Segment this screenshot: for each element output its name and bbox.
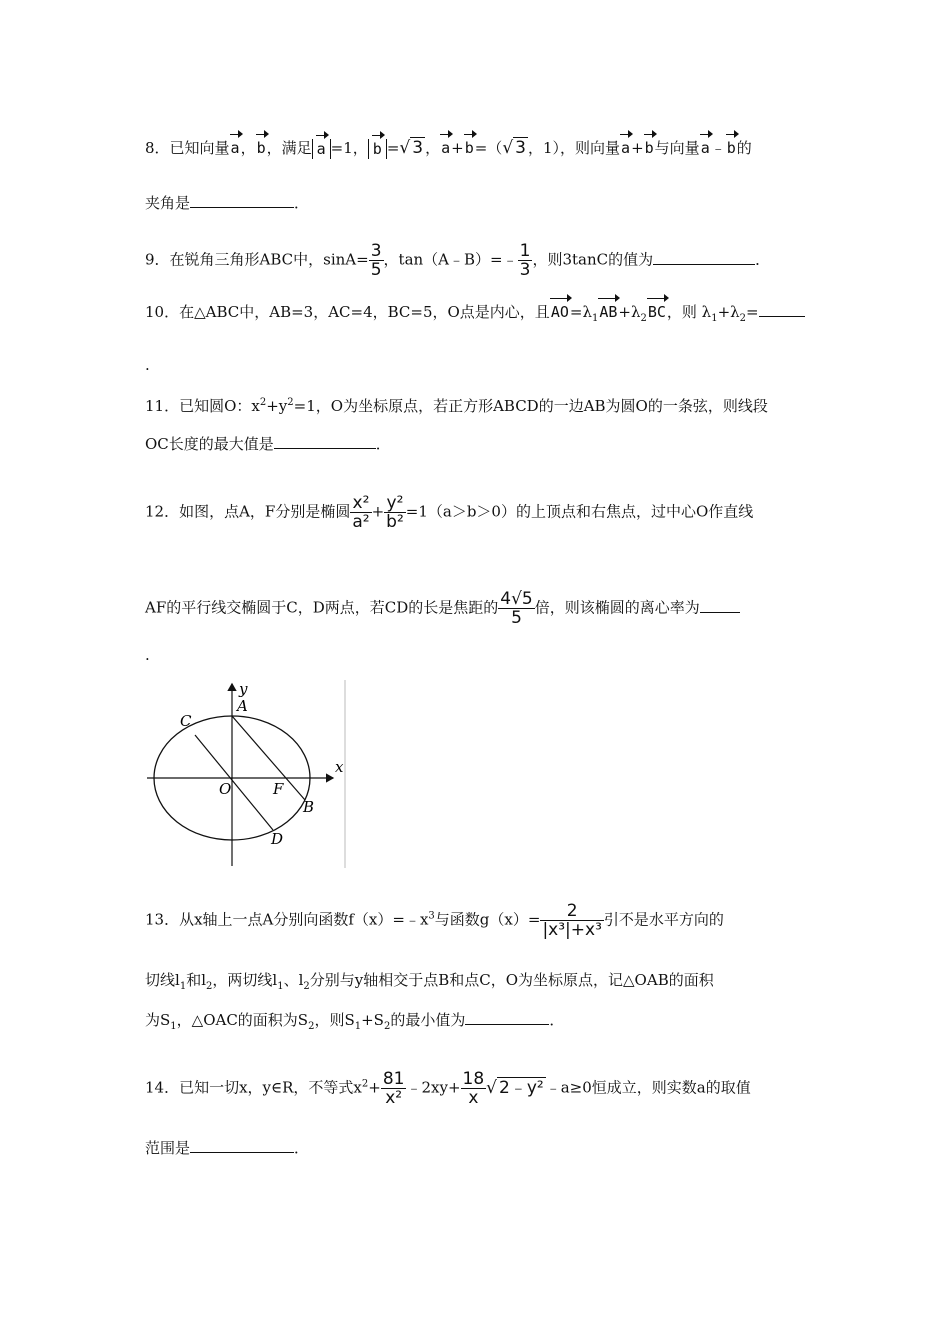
q14-line1: 14．已知一切x，y∈R，不等式$x^2+$ $\frac{81}{\text{x²}}$ ﹣2xy+ $\frac{18}{x}$ √ 2﹣y² ﹣a≥0恒成立，则实数a的取值: [145, 1069, 751, 1108]
fraction-x2-a2: $\frac{\text{x²}}{\text{a²}}$: [352, 493, 370, 532]
label-d: D: [271, 830, 284, 848]
q13-line2: 切线$l_1$和$l_2$，两切线$l_1$、$l_2$分别与y轴相交于点B和点C，O为坐标原点，记△OAB的面积: [145, 971, 714, 992]
q12-dot: .: [145, 646, 150, 664]
vector-b: b: [256, 139, 266, 157]
answer-blank: [465, 1010, 549, 1025]
fraction-81-x2: $\frac{81}{\text{x²}}$: [382, 1069, 405, 1108]
q8-line1: 8．已知向量a，b，满足 a =1， b =√ 3 ，a+b=（√ 3 ，1），则向量a+b与向量a﹣b的: [145, 138, 752, 158]
fraction-1-3: $\frac{1}{3}$: [519, 241, 531, 280]
q13-line3: 为$S_1$，△OAC的面积为$S_2$，则$S_1+S_2$的最小值为 ．: [145, 1011, 565, 1032]
fraction-18-x: $\frac{18}{x}$: [462, 1069, 485, 1108]
fraction-4sqrt5-5: $\frac{4√5}{5}$: [500, 589, 533, 628]
vector-ab: AB: [599, 303, 618, 321]
q10-line: 10．在△ABC中，AB=3，AC=4，BC=5，O点是内心，且$AO=\lambda_1AB+\lambda_2BC$，则 $\lambda_1+\lambda_2=$: [145, 302, 805, 329]
q8-line2: 夹角是 ．: [145, 194, 310, 212]
q10-dot: .: [145, 356, 150, 374]
q12-line2: AF的平行线交椭圆于C，D两点，若CD的长是焦距的 $\frac{4√5}{5}$ 倍，则该椭圆的离心率为: [145, 590, 740, 627]
q9-line: 9．在锐角三角形ABC中，sinA= $\frac{3}{5}$ ，tan（A﹣B）=﹣ $\frac{1}{3}$ ，则3tanC的值为 ．: [145, 241, 771, 280]
abs-a: a: [312, 139, 331, 159]
q12-line1: 12．如图，点A，F分别是椭圆 $\frac{\text{x²}}{\text{a²}}$ + $\frac{\text{y²}}{\text{b²}}$ =1（a＞b＞0）的上顶点和右焦点，过中心O作直线: [145, 493, 754, 532]
q13-line1: 13．从x轴上一点A分别向函数$f(x)=﹣x^3$与函数g（x）= $\frac{2}{\text{|x³|+x³}}$ 引不是水平方向的: [145, 901, 724, 940]
label-f: F: [273, 780, 284, 798]
fraction-y2-b2: $\frac{\text{y²}}{\text{b²}}$: [386, 493, 404, 532]
label-b: B: [303, 798, 315, 816]
q14-line2: 范围是 ．: [145, 1139, 310, 1157]
fraction-3-5: $\frac{3}{5}$: [370, 241, 382, 280]
vector-bc: BC: [647, 303, 666, 321]
q11-line2: OC长度的最大值是 ．: [145, 435, 391, 453]
label-x: x: [335, 758, 344, 776]
answer-blank: [759, 302, 805, 317]
abs-b: b: [368, 139, 387, 159]
sqrt-3: √ 3: [399, 138, 424, 158]
label-y: y: [239, 680, 248, 698]
fraction-g: $\frac{2}{\text{|x³|+x³}}$: [542, 901, 602, 940]
answer-blank: [700, 598, 740, 613]
vector-a: a: [230, 139, 240, 157]
answer-blank: [190, 1138, 294, 1153]
sqrt-2-y2: √ 2﹣y²: [486, 1077, 544, 1098]
label-c: C: [180, 712, 192, 730]
answer-blank: [274, 434, 376, 449]
answer-blank: [653, 250, 755, 265]
ellipse-figure: [145, 680, 355, 870]
line-af: [232, 716, 305, 800]
label-a: A: [237, 697, 248, 715]
answer-blank: [190, 193, 294, 208]
q11-line1: 11．已知圆O：$x^2+y^2=1$，O为坐标原点，若正方形ABCD的一边AB为圆O的一条弦，则线段: [145, 397, 768, 415]
label-o: O: [219, 780, 232, 798]
vector-ao: AO: [550, 303, 569, 321]
